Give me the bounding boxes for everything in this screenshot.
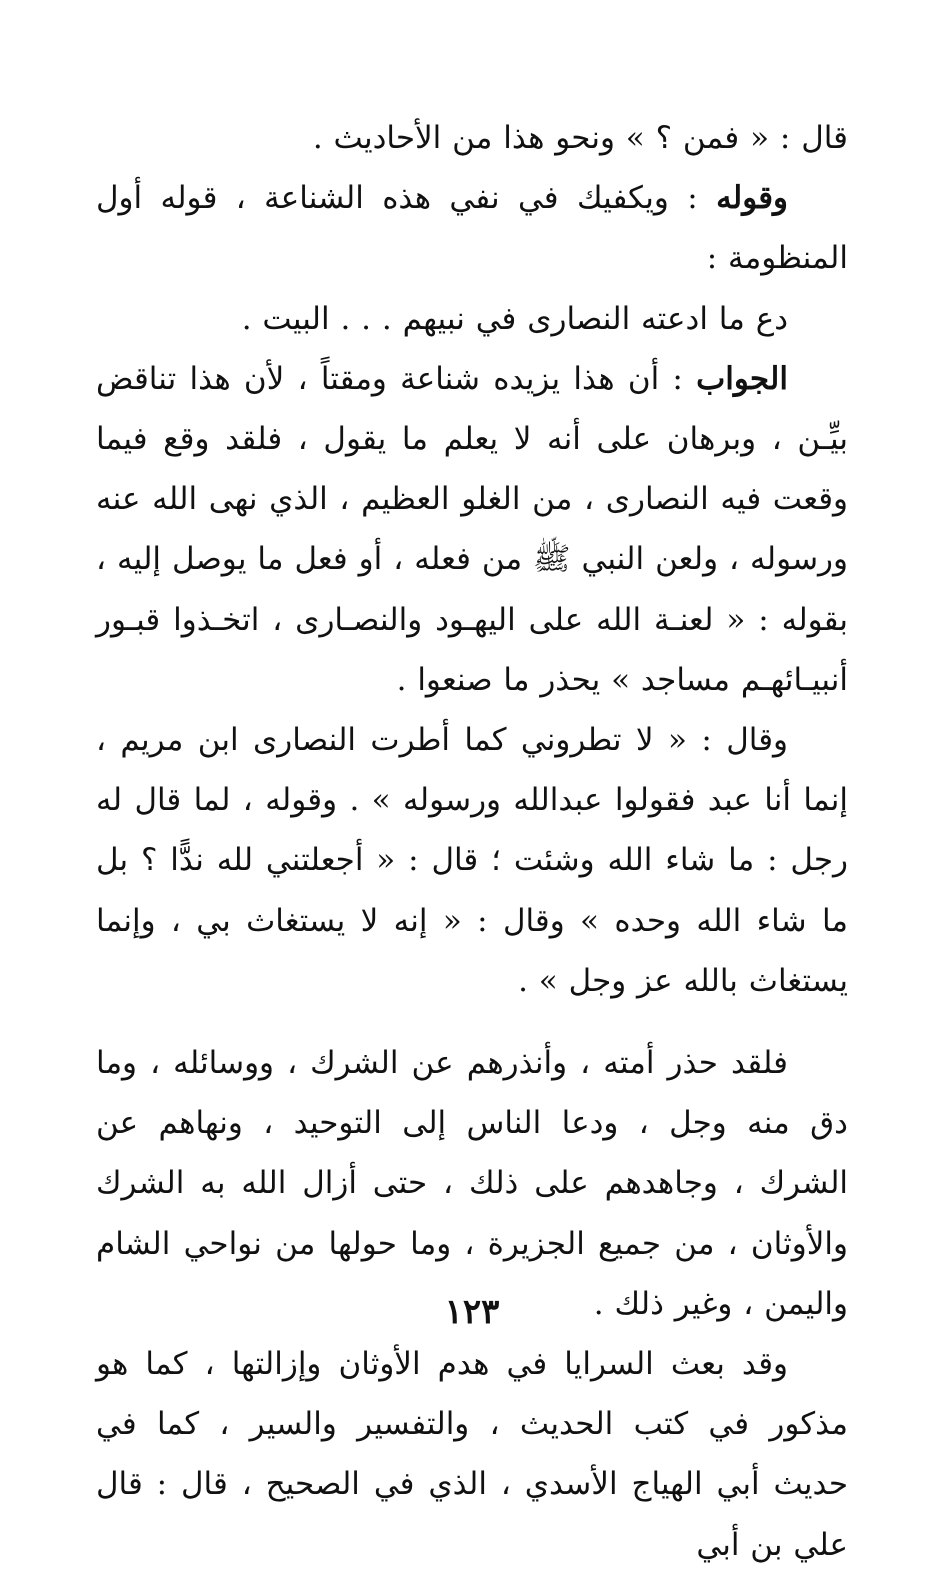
paragraph-3	[96, 349, 848, 710]
paragraph-4-text: وقال : « لا تطروني كما أطرت النصارى ابن مريم ، إنما أنا عبد فقولوا عبدالله ورسوله » . وقوله ، لما قال له رجل : ما شاء الله وشئت ؛ قال : « أجعلتني لله ندًّا ؟ بل ما شاء الله وحده » وقال : « إنه لا يستغاث بي ، وإنما يستغاث بالله عز وجل » .	[96, 722, 848, 999]
page-number: ١٢٣	[444, 1292, 500, 1332]
verse-line: دع ما ادعته النصارى في نبيهم . . . البيت .	[241, 300, 788, 337]
paragraph-2-lead: وقوله	[716, 180, 788, 217]
paragraph-6-text: وقد بعث السرايا في هدم الأوثان وإزالتها ، كما هو مذكور في كتب الحديث ، والتفسير والسير ، كما في حديث أبي الهياج الأسدي ، الذي في الصحيح ، قال : قال علي بن أبي	[96, 1346, 848, 1563]
paragraph-4	[96, 710, 848, 1011]
paragraph-1-text: قال : « فمن ؟ » ونحو هذا من الأحاديث .	[312, 120, 848, 156]
paragraph-2-text: : ويكفيك في نفي هذه الشناعة ، قوله أول المنظومة :	[96, 180, 848, 277]
paragraph-3-text: : أن هذا يزيده شناعة ومقتاً ، لأن هذا تناقض بيِّـن ، وبرهان على أنه لا يعلم ما يقول ، فلقد وقع فيما وقعت فيه النصارى ، من الغلو العظيم ، الذي نهى الله عنه ورسوله ، ولعن النبي ﷺ من فعله ، أو فعل ما يوصل إليه ، بقوله : « لعنـة الله على اليهـود والنصـارى ، اتخـذوا قبـور أنبيـائهـم مساجد » يحذر ما صنعوا .	[96, 360, 848, 698]
page-text-block	[96, 108, 848, 1563]
paragraph-1	[96, 108, 848, 168]
paragraph-2	[96, 168, 848, 349]
paragraph-5-text: فلقد حذر أمته ، وأنذرهم عن الشرك ، ووسائله ، وما دق منه وجل ، ودعا الناس إلى التوحيد ، ونهاهم عن الشرك ، وجاهدهم على ذلك ، حتى أزال الله به الشرك والأوثان ، من جميع الجزيرة ، وما حولها من نواحي الشام واليمن ، وغير ذلك .	[96, 1045, 848, 1322]
paragraph-3-lead: الجواب	[696, 360, 788, 397]
paragraph-6	[96, 1334, 848, 1575]
